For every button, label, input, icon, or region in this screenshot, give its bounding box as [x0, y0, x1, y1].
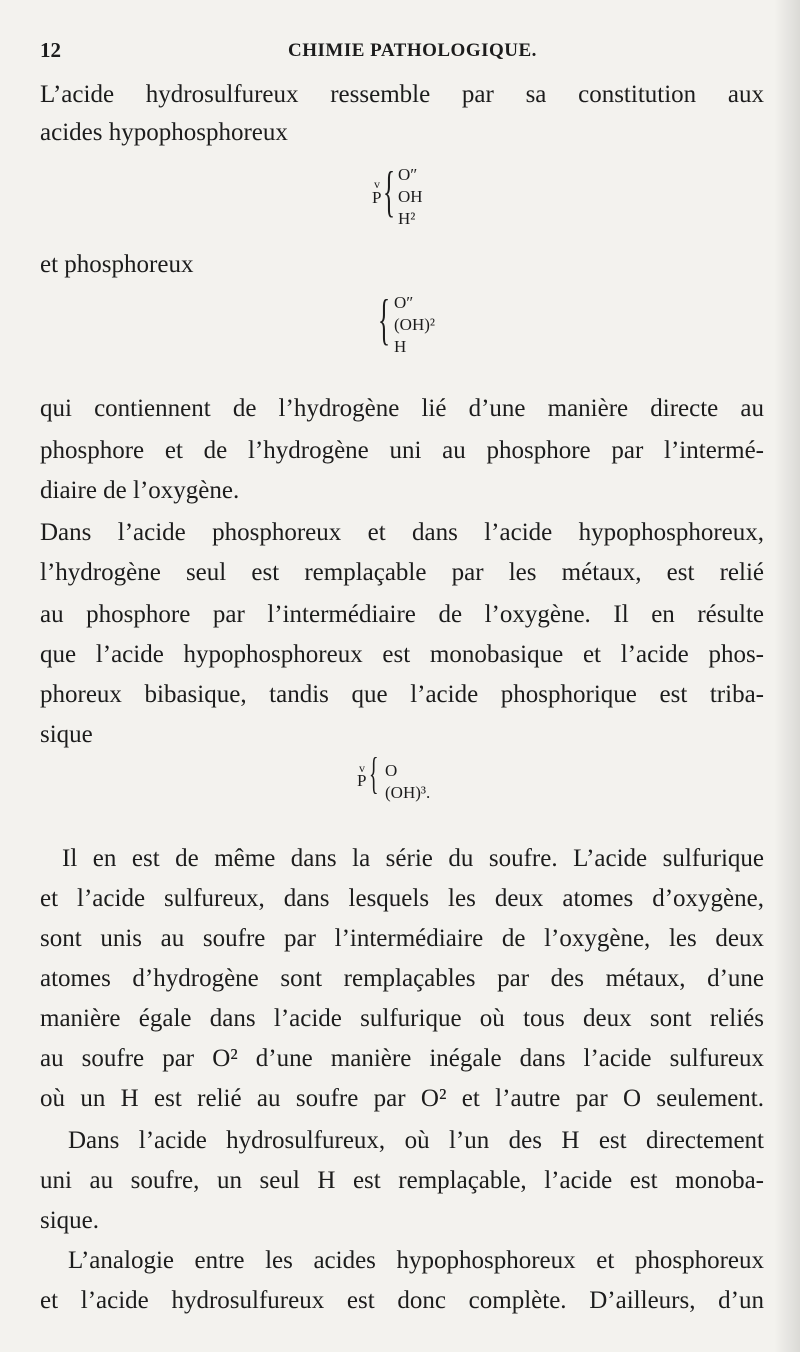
element-letter: P — [357, 771, 367, 790]
page-edge-shadow — [774, 0, 800, 1352]
text-line: phoreux bibasique, tandis que l’acide phosphorique est triba- — [40, 681, 764, 708]
text-line: qui contiennent de l’hydrogène lié d’une manière directe au — [40, 395, 764, 422]
text-line: phosphore et de l’hydrogène uni au phosphore par l’intermé- — [40, 437, 764, 464]
text-line: et phosphoreux — [40, 251, 194, 278]
text-line: L’acide hydrosulfureux ressemble par sa constitution aux — [40, 81, 764, 108]
text-line: l’hydrogène seul est remplaçable par les métaux, est relié — [40, 559, 764, 586]
text-line: Il en est de même dans la série du soufre. L’acide sulfurique — [62, 845, 764, 872]
text-line: sont unis au soufre par l’intermédiaire de l’oxygène, les deux — [40, 925, 764, 952]
text-line: manière égale dans l’acide sulfurique où tous deux sont reliés — [40, 1005, 764, 1032]
valence-mark: v — [359, 761, 365, 775]
text-line: Dans l’acide phosphoreux et dans l’acide hypophosphoreux, — [40, 519, 764, 546]
formula-row: H — [394, 337, 407, 356]
text-line: sique — [40, 721, 93, 748]
formula-phosphorique — [357, 749, 457, 808]
page-header — [40, 38, 760, 68]
text-line: uni au soufre, un seul H est remplaçable, l’acide est monoba- — [40, 1167, 764, 1194]
formula-row: O″ — [398, 165, 418, 184]
formula-row: H² — [398, 209, 416, 228]
text-line: diaire de l’oxygène. — [40, 477, 240, 504]
formula-hypophosphoreux — [372, 162, 452, 232]
brace: { — [369, 749, 379, 798]
page-number: 12 — [40, 38, 61, 62]
text-line: que l’acide hypophosphoreux est monobasique et l’acide phos- — [40, 641, 764, 668]
valence-mark: v — [374, 177, 380, 191]
text-line: L’analogie entre les acides hypophosphoreux et phosphoreux — [68, 1247, 764, 1274]
text-line: et l’acide sulfureux, dans lesquels les deux atomes d’oxygène, — [40, 885, 764, 912]
text-line: Dans l’acide hydrosulfureux, où l’un des H est directement — [68, 1127, 764, 1154]
text-line: et l’acide hydrosulfureux est donc complète. D’ailleurs, d’un — [40, 1287, 764, 1314]
text-line: sique. — [40, 1207, 100, 1234]
element-letter: P — [372, 188, 382, 207]
formula-phosphoreux — [378, 290, 458, 360]
brace: { — [378, 289, 391, 351]
formula-row: (OH)³. — [385, 783, 431, 802]
formula-row: O — [385, 761, 398, 780]
formula-row: O″ — [394, 293, 414, 312]
text-line: où un H est relié au soufre par O² et l’autre par O seulement. — [40, 1085, 764, 1112]
brace: { — [383, 161, 396, 223]
running-title: CHIMIE PATHOLOGIQUE. — [288, 40, 537, 61]
text-line: atomes d’hydrogène sont remplaçables par des métaux, d’une — [40, 965, 764, 992]
formula-row: (OH)² — [394, 315, 435, 334]
text-line: au phosphore par l’intermédiaire de l’oxygène. Il en résulte — [40, 601, 764, 628]
text-line: acides hypophosphoreux — [40, 119, 288, 146]
text-line: au soufre par O² d’une manière inégale dans l’acide sulfureux — [40, 1045, 764, 1072]
formula-row: OH — [398, 187, 423, 206]
